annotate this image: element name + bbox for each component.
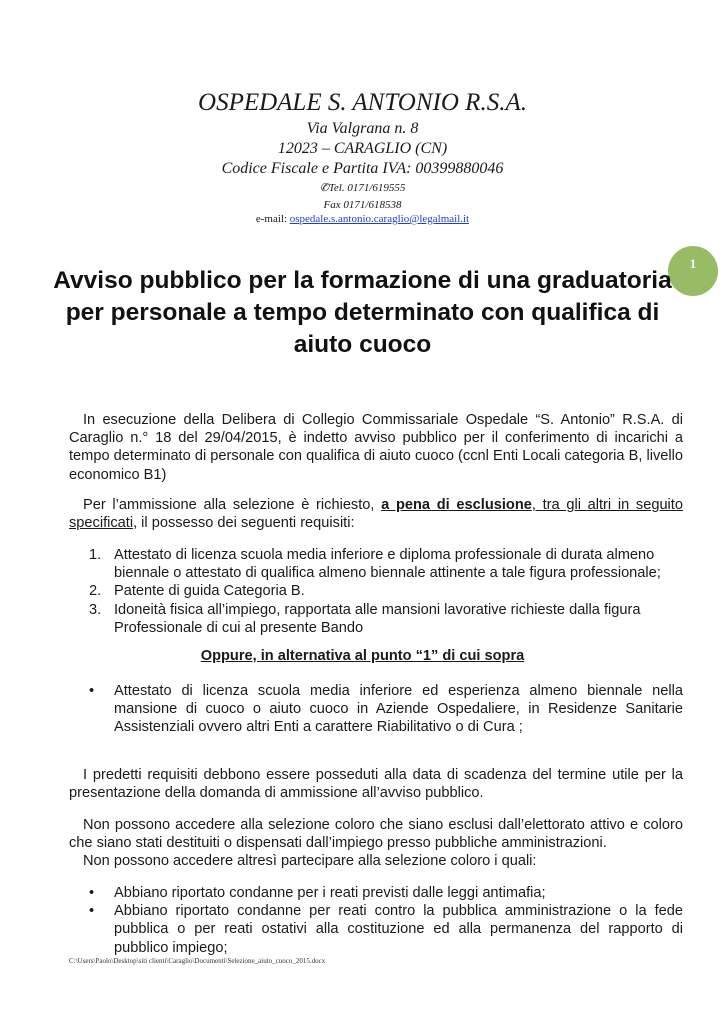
- list-number: 3.: [89, 601, 102, 618]
- bullet: •: [89, 683, 95, 699]
- requirements-intro: [69, 496, 683, 532]
- list-item-text: Attestato di licenza scuola media inferiore ed esperienza almeno biennale nella mansione di cuoco o aiuto cuoco in Aziende Ospedaliere, in Residenze Sanitarie Assistenziali ovvero altri Enti a carattere Riabilitativo o di Cura ;: [114, 683, 683, 736]
- bullet: •: [89, 903, 95, 920]
- exclusion-paragraph: [69, 816, 683, 871]
- deadline-text: I predetti requisiti debbono essere posseduti alla data di scadenza del termine utile per la presentazione della domanda di ammissione all’avviso pubblico.: [69, 767, 683, 802]
- exclusion-text: Non possono accedere alla selezione coloro che siano esclusi dall’elettorato attivo e coloro che siano stati destituiti o dispensati dall’impiego presso pubbliche amministrazioni.: [69, 817, 683, 852]
- list-item-text: Patente di guida Categoria B.: [114, 583, 305, 600]
- address-street: Via Valgrana n. 8: [306, 120, 419, 137]
- intro-text: In esecuzione della Delibera di Collegio Commissariale Ospedale “S. Antonio” R.S.A. di Caraglio n.° 18 del 29/04/2015, è indetto avviso pubblico per il conferimento di incarichi a tempo determinato di personale con qualifica di aiuto cuoco (ccnl Enti Locali categoria B, livello economico B1): [69, 412, 683, 483]
- fiscal-code: Codice Fiscale e Partita IVA: 00399880046: [221, 160, 504, 177]
- requirements-list: [69, 546, 683, 637]
- list-item-text: Idoneità fisica all’impiego, rapportata alle mansioni lavorative richieste dalla figura Professionale di cui al presente Bando: [114, 601, 641, 636]
- exclusion-intro: Non possono accedere altresì partecipare alla selezione coloro i quali:: [83, 853, 537, 870]
- list-item: [69, 682, 683, 737]
- list-number: 1.: [89, 547, 102, 563]
- email-label: e-mail:: [255, 213, 290, 225]
- alternative-list: [69, 682, 683, 737]
- email-link[interactable]: ospedale.s.antonio.caraglio@legalmail.it: [289, 213, 470, 225]
- deadline-paragraph: [69, 766, 683, 802]
- list-item-text: Abbiano riportato condanne per i reati previsti dalle leggi antimafia;: [114, 885, 546, 901]
- list-item: [69, 582, 683, 600]
- fax: Fax 0171/618538: [323, 199, 402, 211]
- exclusion-warning: a pena di esclusione: [381, 497, 532, 513]
- req-intro-start: Per l’ammissione alla selezione è richiesto,: [83, 497, 382, 513]
- alternative-heading: Oppure, in alternativa al punto “1” di cui sopra: [200, 648, 525, 664]
- list-item: [69, 601, 683, 637]
- telephone: ✆Tel. 0171/619555: [319, 182, 406, 194]
- req-intro-end: , il possesso dei seguenti requisiti:: [133, 515, 355, 532]
- bullet: •: [89, 885, 95, 901]
- list-item: [69, 884, 683, 902]
- list-item-text: Attestato di licenza scuola media inferiore e diploma professionale di durata almeno biennale o attestato di qualifica almeno biennale attinente a tale figura professionale;: [114, 547, 661, 582]
- list-number: 2.: [89, 583, 102, 600]
- footer-file-path: C:\Users\Paolo\Desktop\siti clienti\Caraglio\Documenti\Selezione_aiuto_cuoco_2015.docx: [69, 957, 326, 965]
- address-city: 12023 – CARAGLIO (CN): [277, 140, 448, 157]
- list-item: [69, 546, 683, 582]
- email-line: [0, 212, 725, 226]
- page-number-badge: 1: [668, 246, 718, 296]
- list-item-text: Abbiano riportato condanne per reati contro la pubblica amministrazione o la fede pubblica o per reati ostativi alla costituzione ed alla permanenza del rapporto di pubblico impiego;: [114, 903, 683, 956]
- list-item: [69, 902, 683, 957]
- req-intro-underlined: , tra gli altri in seguito specificati: [69, 497, 683, 532]
- document-title: Avviso pubblico per la formazione di una graduatoria per personale a tempo determinato con qualifica di aiuto cuoco: [53, 267, 672, 358]
- exclusion-list: [69, 884, 683, 957]
- organization-name: OSPEDALE S. ANTONIO R.S.A.: [198, 89, 527, 116]
- intro-paragraph: [69, 411, 683, 484]
